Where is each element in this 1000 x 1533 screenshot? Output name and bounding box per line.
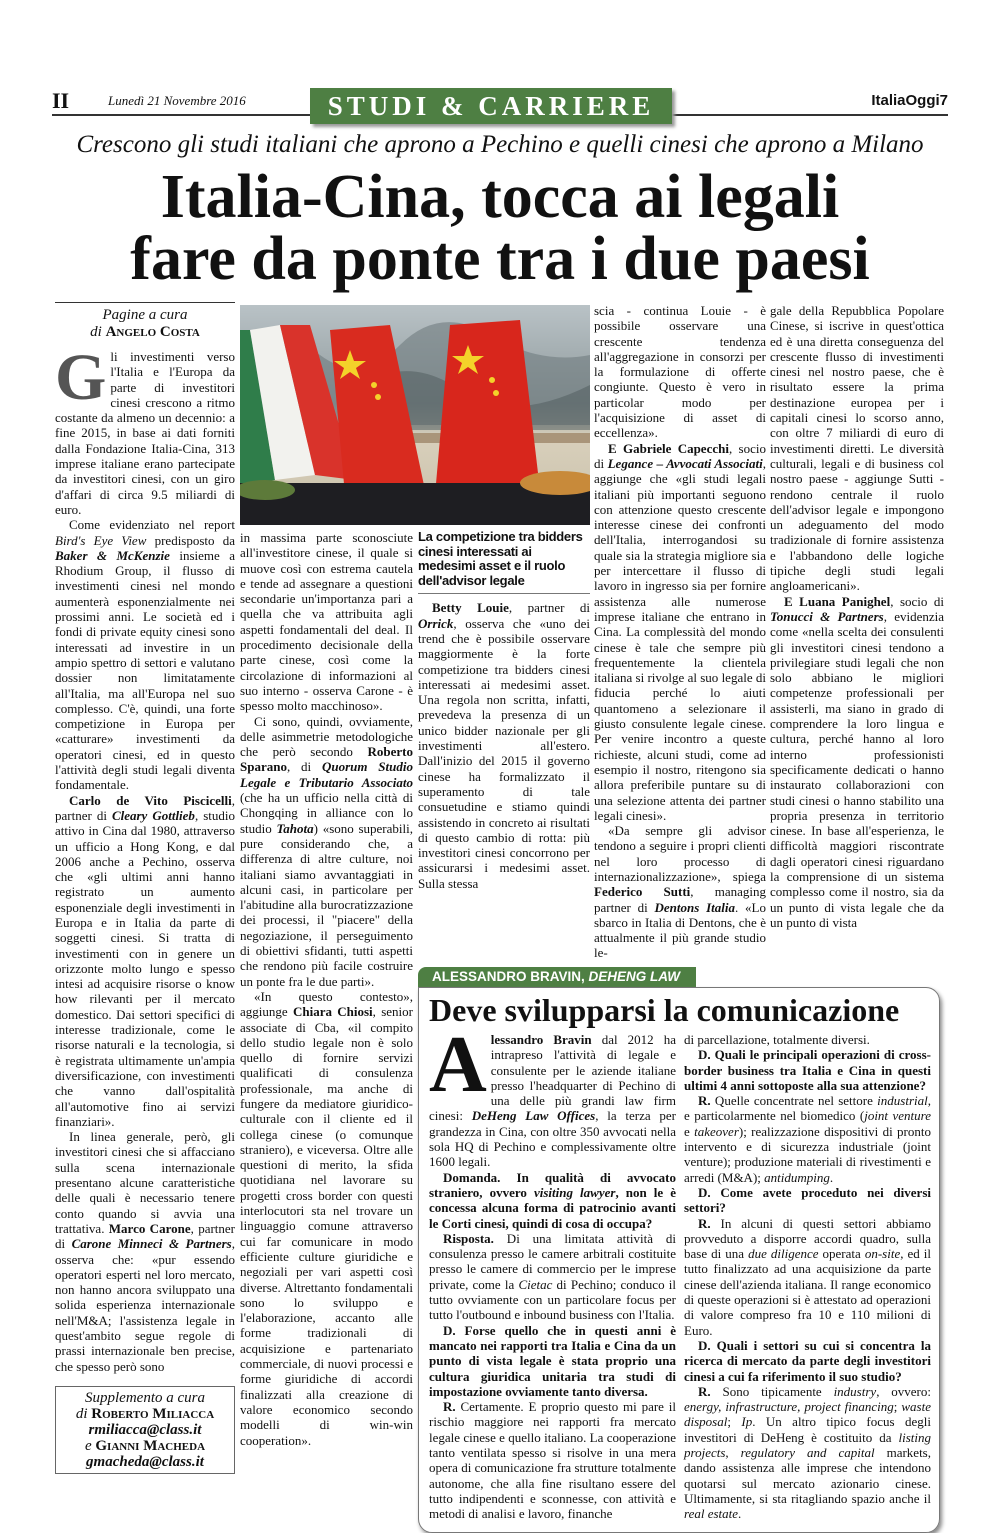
- text-run: , partner di: [55, 792, 235, 823]
- bold-text: Risposta.: [443, 1230, 494, 1246]
- interview-column-2: [684, 1032, 931, 1522]
- italic-text: Bird's Eye View: [55, 532, 147, 548]
- text-run: Certamente. E proprio questo mi pare il rischio maggiore nei rapporti fra mercato legale cinese e quello italiano. La cooperazione tanto ventilata spesso si risolve in una mera opera di comunicazione fra strutture totalmente autonome, che alla fine risultano essere del tutto indipendenti e sconnesse, con attività e metodi di analisi e lavoro, finanche: [429, 1399, 676, 1522]
- bold-text: R.: [698, 1215, 711, 1231]
- article-column-2: [240, 530, 413, 1448]
- text-run: «In questo contesto», aggiunge: [240, 988, 413, 1020]
- section-banner: STUDI & CARRIERE: [310, 88, 672, 124]
- byline-di: di: [90, 324, 102, 340]
- interview-box: [418, 987, 940, 1533]
- bold-text: R.: [698, 1383, 711, 1399]
- italic-text: Cietac: [518, 1276, 553, 1292]
- article-column-3: [418, 600, 590, 891]
- paragraph: [684, 1216, 931, 1338]
- bold-text: , non le è concessa alcuna forma di patrocinio avanti le Corti cinesi, quindi di cosa di occupa?: [429, 1184, 676, 1231]
- headline-line-2: fare da ponte tra i due paesi: [130, 225, 870, 293]
- paragraph: [55, 1129, 235, 1374]
- paragraph: [240, 989, 413, 1448]
- byline-prefix: Pagine a cura: [102, 307, 188, 323]
- supplement-e: e: [84, 1437, 92, 1454]
- text-run: di Pechino; conduco il tutto ovviamente con un particolare focus per tutto l'outbound e inbound business con l'Italia.: [429, 1276, 676, 1323]
- italic-text: antidumping: [764, 1169, 830, 1185]
- paragraph: [684, 1185, 931, 1216]
- text-run: , partner di: [55, 1220, 235, 1252]
- text-run: markets, dando assistenza alle imprese che intendono quotarsi sul mercato azionario cinese. Ultimamente, si sta ritagliando spazio anche il: [684, 1445, 931, 1506]
- bold-text: D. Come avete proceduto nei diversi settori?: [684, 1184, 931, 1216]
- left-column: [55, 302, 235, 1474]
- kicker: Crescono gli studi italiani che aprono a Pechino e quelli cinesi che aprono a Milano: [76, 131, 924, 158]
- paragraph: [684, 1338, 931, 1384]
- bold-text: Betty Louie: [432, 600, 509, 616]
- text-run: in massima parte sconosciute all'investitore cinese, il quale si muove così con estrema cautela e tende ad assegnare a questioni secondarie un'importanza pari a quella che va attribuita agli aspetti fondamentali del deal. Il procedimento decisionale della parte cinese, così come la circolazione di informazioni al suo interno - osserva Carone - è spesso molto macchinoso».: [240, 530, 413, 714]
- editor-name: Gianni Macheda: [95, 1437, 206, 1454]
- paragraph: [684, 1032, 931, 1047]
- text-run: , socio di: [890, 593, 944, 609]
- paragraph: [594, 303, 766, 441]
- italic-text: energy, infrastructure, project financing: [684, 1399, 894, 1415]
- text-run: Quelle concentrate nel settore: [710, 1093, 878, 1109]
- paragraph: [594, 441, 766, 823]
- italic-text: waste disposal: [684, 1399, 931, 1430]
- paragraph: [55, 793, 235, 1130]
- supplement-di: di: [75, 1405, 88, 1422]
- text-run: predisposto da: [146, 532, 235, 548]
- text-run: Di una limitata attività di consulenza presso le camere arbitrali costituite presso le camere di commercio per le imprese private, come la: [429, 1230, 676, 1292]
- text-run: operata: [818, 1246, 865, 1262]
- text-run: In linea generale, però, gli investitori cinesi che si affacciano sulla scena internazionale presentano alcune caratteristiche delle quali è necessario tenere conto quando si avvia una trattativa.: [55, 1129, 235, 1236]
- paragraph: [684, 1047, 931, 1093]
- column-4-stack: [594, 303, 766, 961]
- paragraph: [770, 303, 944, 594]
- text-run: , socio di: [594, 440, 766, 471]
- text-run: ,: [725, 1445, 741, 1461]
- interviewee-firm: DEHENG LAW: [588, 969, 681, 984]
- paragraph: [684, 1093, 931, 1185]
- bold-text: Chiara Chiosi: [292, 1004, 373, 1020]
- text-run: gale della Repubblica Popolare Cinese, si iscrive in quest'ottica ed è una diretta conseguenza del crescente flusso di investimenti cinesi nel nostro paese, che è risultato essere la prima destinazione europea per i capitali cinesi lo scorso anno, con oltre 7 miliardi di euro di investimenti diretti. Le diversità culturali, legali e di business col nostro paese - aggiunge Sutti - rendono centrale il ruolo dell'advisor legale e impongono un adeguamento del modo tradizionale di fornire assistenza e l'abbandono delle logiche tipiche degli studi legali angloamericani».: [770, 303, 944, 594]
- column-3-stack: [418, 530, 590, 891]
- paragraph: [429, 1399, 676, 1521]
- bold-text: Carlo de Vito Piscicelli: [69, 792, 232, 808]
- bold-text: D. Forse quello che in questi anni è mancato nei rapporti tra Italia e Cina da un punto di vista legale è stata proprio una cultura giuridica unitaria tra studi di impostazione ovviamente tanto diversa.: [429, 1322, 676, 1399]
- column-5-stack: [770, 303, 944, 930]
- column-2-stack: [240, 530, 413, 1448]
- text-run: .: [738, 1506, 742, 1522]
- flags-photo: [240, 305, 590, 525]
- paragraph: [429, 1170, 676, 1231]
- interview-columns: [429, 1021, 932, 1522]
- text-run: «Da sempre gli advisor tendono a seguire i propri clienti nel loro processo di internazionalizzazione», spiega: [594, 823, 766, 884]
- paragraph: [240, 714, 413, 989]
- interview-label: [418, 967, 696, 987]
- firm-name: Tonucci & Partners: [770, 608, 884, 624]
- italic-text: joint venture: [864, 1108, 931, 1124]
- text-run: , ed il tutto finalizzato ad una acquisizione da parte cinese dell'azienda italiana. Il range economico di queste operazioni si è attestato ad operazioni di valore compreso fra 10 e 110 milioni di Euro.: [684, 1246, 932, 1338]
- bold-text: E Luana Panighel: [784, 593, 891, 609]
- article-column-1: [55, 341, 235, 1374]
- supplement-credits-box: [55, 1386, 235, 1474]
- bold-text: E Gabriele Capecchi: [608, 440, 729, 456]
- headline-line-1: Italia-Cina, tocca ai legali: [160, 163, 840, 231]
- bold-text: D. Quali i settori su cui si concentra la ricerca di mercato da parte degli investitori cinesi a cui fa riferimento il suo studio?: [684, 1337, 931, 1384]
- drop-cap: A: [429, 1021, 487, 1109]
- supplement-label: Supplemento a cura: [85, 1389, 205, 1406]
- text-run: insieme a Rhodium Group, il flusso di investimenti cinesi nel mondo aumenterà esponenzialmente nei prossimi anni. Le società ed i fondi di private equity cinesi sono interessati ad investire in un ampio spettro di settori e valutano dossier non limitatamente all'Italia, ma all'Europa nel suo complesso. C'è, quindi, una forte competizione in Europa per «catturare» investimenti da operatori cinesi, ed in questo l'attività degli studi legali diventa fondamentale.: [55, 547, 235, 793]
- text-run: , osserva che «uno dei trend che è possibile osservare maggiormente è la forte competizione tra bidders cinesi interessati ai medesimi asset. Una regola non scritta, infatti, prevedeva la presenza di un unico bidder nazionale per gli investimenti all'estero. Dall'inizio del 2015 il governo cinese ha formalizzato il superamento di tale consuetudine e stiamo quindi assistendo in concreto ai risultati di questo cambio di rotta: più investitori cinesi concorrono per assicurarsi i medesimi asset. Sulla stessa: [418, 615, 590, 891]
- italic-text: regulatory and capital: [740, 1445, 875, 1461]
- editor-email[interactable]: rmiliacca@class.it: [88, 1421, 202, 1438]
- interview-title: Deve svilupparsi la comunicazione: [429, 992, 900, 1028]
- text-run: e: [684, 1123, 695, 1139]
- text-run: . Un altro tipico focus degli investitori di DeHeng è costituito da: [684, 1414, 931, 1445]
- text-run: scia - continua Louie - è possibile osservare una crescente tendenza all'aggregazione in consorzi per la formulazione di offerte congiunte. Questo è vero in particolar modo per l'acquisizione di asset di eccellenza».: [594, 303, 766, 441]
- article-column-4: [594, 303, 766, 961]
- text-run: , ovvero:: [876, 1383, 931, 1399]
- italic-text: industry: [833, 1383, 877, 1399]
- text-run: di parcellazione, totalmente diversi.: [684, 1032, 870, 1047]
- paragraph: [418, 600, 590, 891]
- italic-text: takeover: [694, 1123, 739, 1139]
- bold-text: R.: [698, 1093, 711, 1109]
- text-run: , aggiunge che «gli studi legali italiani più importanti seguono con attenzione questo crescente interesse cinese dei confronti dell'Italia, interrogandosi su quale sia la strategia migliore sia per intercettare il flusso di lavoro in ingresso sia per fornire assistenza alle numerose imprese italiane che entrano in Cina. La complessità del mondo cinese è tale che sempre più frequentemente la clientela italiana si rivolge al suo legale di fiducia perché lo aiuti quantomeno a selezionare il giusto consulente legale cinese. Per venire incontro a queste richieste, alcuni studi, come ad esempio il nostro, ritengono sia allora preferibile puntare su di una selezione attenta dei partner legali cinesi».: [594, 455, 766, 823]
- paragraph: [55, 517, 235, 792]
- text-run: , senior associate di Cba, «il compito dello studio legale non è solo quello di fornire servizi qualificati di consulenza professionale, ma anche di fungere da mediatore giuridico-culturale con il cliente ed il collega cinese (o comunque straniero), e viceversa. Oltre alle questioni di merito, la sfida quotidiana nel lavorare su progetti cross border con questi interlocutori sta nel trovare un linguaggio comune attraverso cui far comunicare in modo efficiente culture giuridiche e negoziali per vari aspetti così diverse. Altrettanto fondamentali sono lo sviluppo e l'elaborazione, accanto alle forme tradizionali di acquisizione e partenariato commerciale, di nuovi processi e forme giuridiche di accordi finalizzati alla creazione di valore economico secondo modelli di win-win cooperation».: [240, 1004, 413, 1448]
- firm-name: DeHeng Law Offices: [471, 1108, 596, 1124]
- paragraph: [429, 1323, 676, 1399]
- text-run: li investimenti verso l'Italia e l'Europa da parte di investitori cinesi crescono a ritmo costante da almeno un decennio: a fine 2015, in base ai dati forniti dalla Fondazione Italia-Cina, 313 imprese italiane erano partecipate da investitori cinesi, con un giro d'affari di circa 9.5 miliardi di euro.: [55, 349, 235, 517]
- issue-date: Lunedì 21 Novembre 2016: [108, 93, 246, 108]
- paragraph: [594, 823, 766, 961]
- bold-text: R.: [443, 1399, 456, 1415]
- byline-author: Angelo Costa: [105, 324, 200, 340]
- text-run: , la terza per grandezza in Cina, con oltre 350 avvocati nella sola HQ di Pechino e complessivamente oltre 1600 legali.: [429, 1108, 677, 1170]
- interview-section: [418, 967, 940, 1533]
- text-run: In alcuni di questi settori abbiamo provveduto a disporre accordi quadro, sulla base di una: [684, 1215, 931, 1262]
- text-run: ); realizzazione dispositivi di pronto intervento e di sicurezza industriale (joint venture); produzione materiali di rivestimenti e arredi (M&A);: [684, 1123, 931, 1185]
- italy-china-flags-image: [240, 305, 590, 525]
- editor-name: Roberto Miliacca: [91, 1405, 215, 1422]
- paragraph: [770, 594, 944, 931]
- text-run: , partner di: [508, 600, 591, 616]
- text-run: Come evidenziato nel report: [69, 517, 235, 533]
- firm-name: Carone Minneci & Partners: [71, 1236, 232, 1252]
- firm-name: Dentons Italia: [654, 899, 735, 915]
- bold-text: D. Quali le principali operazioni di cross-border business tra Italia e Cina in questi ultimi 4 anni sottoposte alla sua attenzione?: [684, 1047, 931, 1093]
- paragraph: [684, 1384, 931, 1522]
- firm-name: Legance – Avvocati Associati: [607, 455, 763, 471]
- text-run: , studio attivo in Cina dal 1980, attraverso un ufficio a Hong Kong, e dal 2006 anche a Pechino, osserva che «gli ultimi anni hanno registrato un aumento esponenziale degli investimenti in Europa e in Italia da parte di soggetti cinesi. Si tratta di investimenti con in genere un orizzonte molto lungo e spesso intesi ad acquisire risorse o know how rilevanti per il mercato domestico. Dai settori specifici di interesse tradizionale, come le risorse naturali e la tecnologia, si è registrata ultimamente un'ampia diversificazione, con investimenti che vanno dall'ospitalità all'automotive fino ai servizi finanziari».: [55, 807, 235, 1129]
- bold-text: Roberto Sparano: [240, 744, 413, 775]
- paragraph: [55, 341, 235, 517]
- firm-name: Tahota: [276, 820, 314, 836]
- article-column-5: [770, 303, 944, 930]
- text-run: ) «sono superabili, pure considerando che, a differenza di altre culture, noi italiani siamo avvantaggiati in alcuni casi, in particolare per l'abitudine alla burocratizzazione dei processi, il "piacere" della negoziazione, il perseguimento di obiettivi sfidanti, tutti aspetti che rendono più facile costruire un ponte fra le due parti».: [240, 820, 413, 989]
- text-run: Sono tipicamente: [710, 1383, 834, 1399]
- firm-name: Cleary Gottlieb: [111, 807, 195, 823]
- headline: [20, 163, 980, 293]
- text-run: (che ha un ufficio nella città di Chongqing in alliance con lo studio: [240, 790, 413, 836]
- italic-text: on-site: [864, 1246, 901, 1262]
- italic-text: listing projects: [684, 1429, 931, 1461]
- text-run: dal 2012 ha intrapreso l'attività di legale e consulente per le aziende italiane presso l'headquarter di Pechino di una delle più grandi law firm cinesi:: [429, 1032, 677, 1124]
- newspaper-brand: ItaliaOggi7: [871, 92, 948, 109]
- firm-name: Baker & McKenzie: [55, 547, 170, 563]
- text-run: , di: [286, 759, 322, 775]
- paragraph: [429, 1231, 676, 1323]
- bold-text: Domanda. In qualità di avvocato straniero, ovvero: [429, 1169, 676, 1200]
- text-run: . «Lo sbarco in Italia di Dentons, che è attualmente il più grande studio le-: [594, 899, 766, 961]
- text-run: , evidenzia come «nella scelta dei consulenti gli investitori cinesi tendono a privilegiare studi legali che non solo abbiano le migliori competenze professionali per assisterli, ma siano in grado di comprendere la loro lingua e cultura, perché hanno al loro interno professionisti specificamente dedicati o hanno instaurato collaborazioni con studi cinesi o hanno stabilito una propria presenza in territorio cinese. In base all'esperienza, le difficoltà maggiori riscontrate dagli operatori cinesi riguardano la comprensione di un sistema complesso come il nostro, sia da un punto di vista legale che da un punto di vista: [770, 608, 945, 930]
- page-number: II: [52, 88, 70, 113]
- paragraph: [429, 1021, 677, 1170]
- italic-text: Ip: [741, 1414, 753, 1430]
- editor-email[interactable]: gmacheda@class.it: [86, 1453, 204, 1470]
- byline: [55, 302, 235, 341]
- bold-text: Federico Sutti: [594, 884, 691, 900]
- bold-text: lessandro Bravin: [490, 1032, 592, 1047]
- bold-text: Marco Carone: [108, 1220, 191, 1236]
- text-run: , osserva che: «pur essendo operatori esperti nel loro mercato, non hanno ancora sviluppato una solida esperienza internazionale nell'M&A; l'assistenza legale in quest'ambito segue regole di prassi internazionale ben precise, che spesso però sono: [55, 1236, 235, 1374]
- photo-caption: La competizione tra bidders cinesi interessati ai medesimi asset e il ruolo dell'advisor legale: [418, 530, 590, 594]
- interviewee-name: ALESSANDRO BRAVIN,: [432, 969, 585, 984]
- drop-cap: G: [55, 341, 107, 414]
- firm-name: visiting lawyer: [533, 1184, 616, 1200]
- text-run: .: [829, 1169, 834, 1185]
- text-run: ;: [893, 1399, 902, 1415]
- text-run: ;: [727, 1414, 742, 1430]
- italic-text: industrial: [877, 1093, 928, 1109]
- firm-name: Quorum Studio Legale e Tributario Associato: [240, 759, 413, 790]
- paragraph: [240, 530, 413, 714]
- firm-name: Orrick: [418, 615, 454, 631]
- text-run: , e particolarmente nel biomedico (: [684, 1093, 931, 1124]
- text-run: , managing partner di: [594, 884, 767, 915]
- interview-column-1: [429, 1021, 677, 1522]
- text-run: Ci sono, quindi, ovviamente, delle asimmetrie metodologiche che però secondo: [240, 713, 413, 760]
- italic-text: real estate: [684, 1506, 739, 1522]
- italic-text: due diligence: [748, 1246, 819, 1262]
